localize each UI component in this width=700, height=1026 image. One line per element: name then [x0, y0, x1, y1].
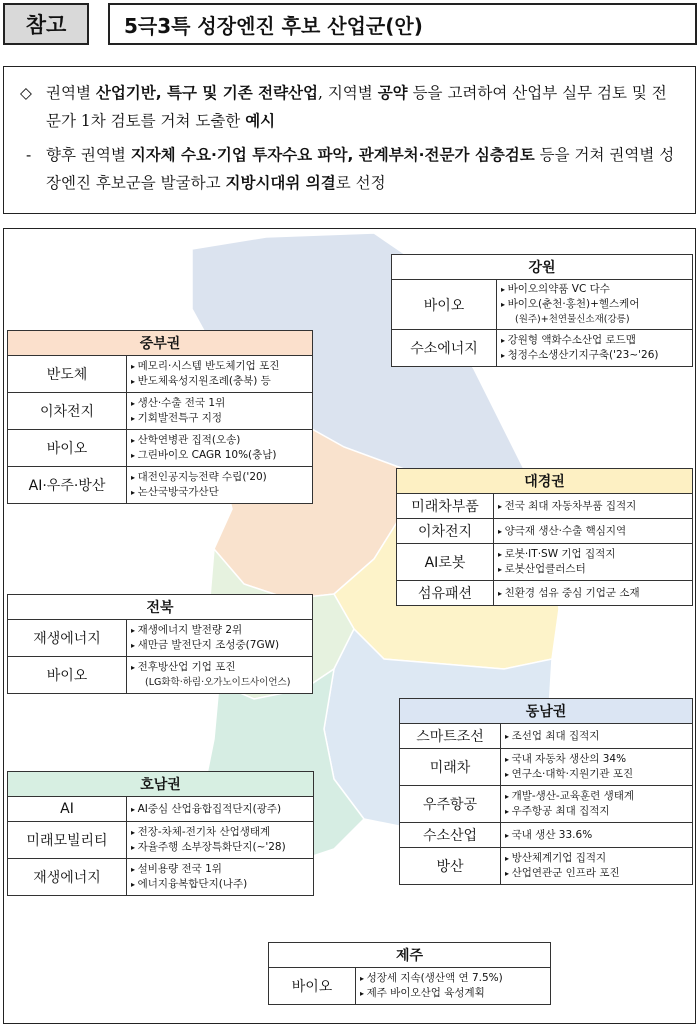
region-title: 강원	[392, 255, 692, 280]
detail-item: ▸ 연구소·대학·지원기관 포진	[505, 767, 688, 782]
industry-details	[501, 823, 692, 847]
detail-item: ▸ 메모리·시스템 반도체기업 포진	[131, 359, 308, 374]
region-card-gangwon	[391, 254, 693, 367]
intro-text-segment: 등을 거쳐 권역별 성장엔진 후보군을 발굴하고	[46, 146, 675, 192]
detail-item: ▸ 반도체육성지원조례(충북) 등	[131, 374, 308, 389]
region-title: 동남권	[400, 699, 692, 724]
industry-details	[494, 519, 692, 543]
detail-item: ▸ 그린바이오 CAGR 10%(충남)	[131, 448, 308, 463]
industry-name: 우주항공	[400, 786, 501, 822]
detail-item: ▸ 에너지융복합단지(나주)	[131, 877, 309, 892]
industry-row	[8, 356, 312, 392]
detail-item: ▸ 조선업 최대 집적지	[505, 729, 688, 744]
industry-details	[497, 330, 692, 366]
page-title: 5극3특 성장엔진 후보 산업군(안)	[108, 3, 697, 45]
region-card-jeonbuk	[7, 594, 313, 694]
detail-item: ▸ AI중심 산업융합집적단지(광주)	[131, 802, 309, 817]
industry-name: 바이오	[392, 280, 497, 329]
industry-row	[400, 785, 692, 822]
detail-item: ▸ 방산체계기업 집적지	[505, 851, 688, 866]
industry-row	[397, 580, 692, 605]
detail-item: ▸ 청정수소생산기지구축('23~'26)	[501, 348, 688, 363]
industry-name: 이차전지	[8, 393, 127, 429]
detail-item: ▸ 재생에너지 발전량 2위	[131, 623, 308, 638]
detail-item: ▸ 성장세 지속(생산액 연 7.5%)	[360, 971, 546, 986]
industry-name: 이차전지	[397, 519, 494, 543]
intro-text-segment: 권역별	[46, 84, 96, 102]
intro-text-segment: 로 선정	[335, 174, 386, 192]
detail-item: ▸ 국내 생산 33.6%	[505, 828, 688, 843]
industry-row	[397, 494, 692, 518]
industry-details	[494, 494, 692, 518]
region-title: 중부권	[8, 331, 312, 356]
detail-item: ▸ 산학연병관 집적(오송)	[131, 433, 308, 448]
detail-item: ▸ 개발-생산-교육훈련 생태계	[505, 789, 688, 804]
industry-row	[397, 518, 692, 543]
industry-name: AI	[8, 797, 127, 821]
detail-item: ▸ 바이오(춘천·홍천)+헬스케어	[501, 297, 688, 312]
industry-row	[400, 847, 692, 884]
detail-item: ▸ 바이오의약품 VC 다수	[501, 282, 688, 297]
detail-item: ▸ 기회발전특구 지정	[131, 411, 308, 426]
region-card-jungbu	[7, 330, 313, 504]
region-title: 제주	[269, 943, 550, 968]
detail-item: ▸ 산업연관군 인프라 포진	[505, 866, 688, 881]
industry-row	[392, 329, 692, 366]
region-title: 호남권	[8, 772, 313, 797]
industry-details	[127, 657, 312, 693]
detail-item: ▸ 새만금 발전단지 조성중(7GW)	[131, 638, 308, 653]
intro-text-segment: , 지역별	[317, 84, 378, 102]
region-card-daegyeong	[396, 468, 693, 606]
detail-item: ▸ 생산·수출 전국 1위	[131, 396, 308, 411]
industry-details	[127, 620, 312, 656]
industry-name: 수소산업	[400, 823, 501, 847]
industry-name: 바이오	[8, 657, 127, 693]
intro-text-segment: 예시	[245, 112, 276, 130]
detail-item: ▸ 양극재 생산·수출 핵심지역	[498, 524, 688, 539]
detail-item: ▸ 로봇·IT·SW 기업 집적지	[498, 547, 688, 562]
region-card-honam	[7, 771, 314, 896]
intro-text-segment: 산업기반, 특구 및 기존 전략산업	[95, 84, 318, 102]
industry-row	[269, 968, 550, 1004]
detail-item: ▸ 전후방산업 기업 포진	[131, 660, 308, 675]
detail-item: ▸ 대전인공지능전략 수립('20)	[131, 470, 308, 485]
intro-text-segment: 공약	[377, 84, 408, 102]
industry-name: 수소에너지	[392, 330, 497, 366]
detail-item: ▸ 로봇산업클러스터	[498, 562, 688, 577]
industry-row	[8, 392, 312, 429]
diamond-icon: ◇	[20, 84, 32, 102]
industry-name: 바이오	[269, 968, 356, 1004]
industry-details	[127, 822, 313, 858]
detail-item: ▸ 논산국방국가산단	[131, 485, 308, 500]
detail-item: ▸ 설비용량 전국 1위	[131, 862, 309, 877]
intro-text-segment: 지자체 수요·기업 투자수요 파악, 관계부처·전문가 심층검토	[130, 146, 535, 164]
industry-row	[8, 858, 313, 895]
industry-name: 섬유패션	[397, 581, 494, 605]
industry-name: 미래모빌리티	[8, 822, 127, 858]
industry-row	[8, 429, 312, 466]
industry-row	[8, 821, 313, 858]
detail-item: ▸ 전국 최대 자동차부품 집적지	[498, 499, 688, 514]
region-title: 대경권	[397, 469, 692, 494]
industry-row	[397, 543, 692, 580]
industry-name: 미래차	[400, 749, 501, 785]
industry-name: 재생에너지	[8, 859, 127, 895]
detail-item: ▸ 제주 바이오산업 육성계획	[360, 986, 546, 1001]
detail-item: ▸ 국내 자동차 생산의 34%	[505, 752, 688, 767]
industry-name: 미래차부품	[397, 494, 494, 518]
industry-row	[400, 822, 692, 847]
industry-name: 반도체	[8, 356, 127, 392]
dash-icon: -	[26, 146, 32, 164]
industry-row	[8, 656, 312, 693]
intro-box	[3, 66, 696, 214]
industry-details	[356, 968, 550, 1004]
industry-details	[127, 430, 312, 466]
industry-details	[127, 467, 312, 503]
industry-row	[400, 748, 692, 785]
industry-name: 스마트조선	[400, 724, 501, 748]
detail-item: ▸ 강원형 액화수소산업 로드맵	[501, 333, 688, 348]
industry-name: 바이오	[8, 430, 127, 466]
industry-details	[501, 749, 692, 785]
detail-item: ▸ 친환경 섬유 중심 기업군 소재	[498, 586, 688, 601]
region-title: 전북	[8, 595, 312, 620]
region-card-dongnam	[399, 698, 693, 885]
industry-row	[8, 797, 313, 821]
industry-details	[127, 393, 312, 429]
industry-details	[501, 786, 692, 822]
industry-details	[127, 797, 313, 821]
intro-bullet-2-text	[46, 141, 681, 197]
detail-item: (원주)+천연물신소재(강릉)	[515, 314, 630, 325]
industry-details	[497, 280, 692, 329]
industry-row	[8, 620, 312, 656]
industry-name: AI·우주·방산	[8, 467, 127, 503]
reference-tag: 참고	[3, 3, 89, 45]
industry-name: 재생에너지	[8, 620, 127, 656]
intro-text-segment: 향후 권역별	[46, 146, 131, 164]
intro-text-segment: 등을 고려하여 산업부 실무 검토 및 전문가 1차 검토를 거쳐 도출한	[46, 84, 667, 130]
detail-item: (LG화학·하림·오가노이드사이언스)	[145, 677, 291, 688]
industry-details	[501, 848, 692, 884]
detail-item: ▸ 전장-차체-전기차 산업생태계	[131, 825, 309, 840]
industry-details	[494, 581, 692, 605]
intro-bullet-1	[20, 79, 681, 135]
region-map	[3, 228, 696, 1024]
industry-details	[494, 544, 692, 580]
industry-name: AI로봇	[397, 544, 494, 580]
detail-item: ▸ 자율주행 소부장특화단지(~'28)	[131, 840, 309, 855]
detail-item: ▸ 우주항공 최대 집적지	[505, 804, 688, 819]
industry-details	[127, 356, 312, 392]
intro-bullet-2	[20, 141, 681, 197]
industry-row	[8, 466, 312, 503]
industry-name: 방산	[400, 848, 501, 884]
intro-text-segment: 지방시대위 의결	[225, 174, 336, 192]
industry-row	[400, 724, 692, 748]
region-card-jeju	[268, 942, 551, 1005]
industry-details	[127, 859, 313, 895]
intro-bullet-1-text	[46, 79, 681, 135]
industry-row	[392, 280, 692, 329]
industry-details	[501, 724, 692, 748]
